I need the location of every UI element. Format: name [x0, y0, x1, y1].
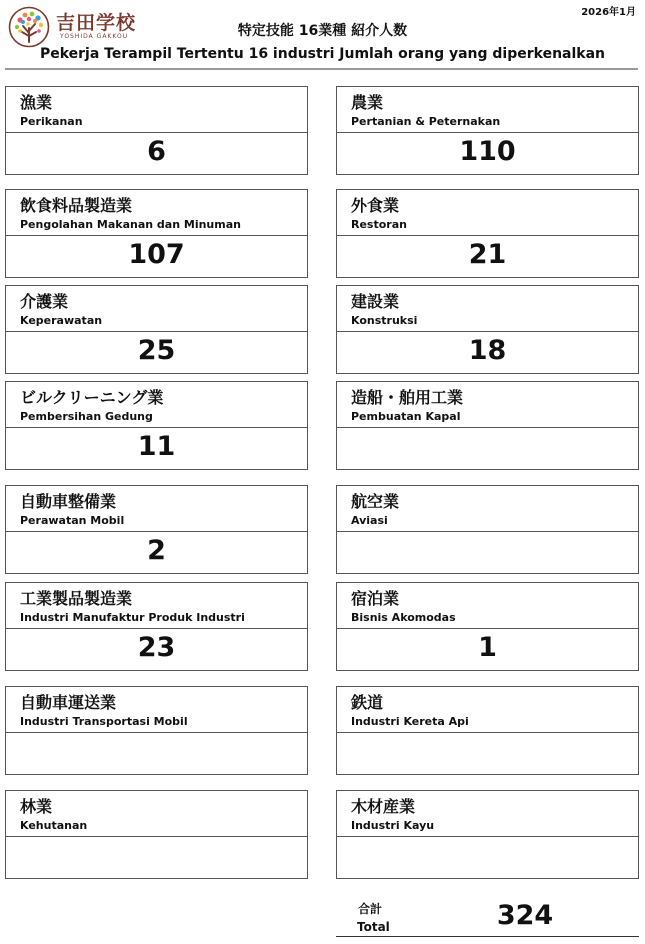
industry-card	[336, 686, 639, 776]
total-value: 324	[496, 900, 554, 931]
industry-name-jp: 建設業	[351, 292, 400, 311]
industry-name-id: Pertanian & Peternakan	[351, 115, 501, 128]
industry-name-jp: 漁業	[20, 93, 53, 112]
date-label: 2026年1月	[581, 7, 636, 18]
industry-count-cell	[336, 530, 639, 574]
industry-card	[5, 285, 308, 375]
industry-card	[5, 485, 308, 575]
industry-count: 107	[128, 239, 185, 270]
industry-count-cell	[336, 731, 639, 775]
industry-header	[5, 686, 308, 733]
header-divider	[5, 68, 638, 70]
industry-header	[5, 381, 308, 428]
logo-text: 吉田学校	[56, 12, 137, 34]
industry-header	[336, 790, 639, 837]
industry-count-cell	[336, 330, 639, 374]
industry-name-jp: 介護業	[20, 292, 69, 311]
industry-header	[336, 485, 639, 532]
industry-count-cell	[336, 835, 639, 879]
industry-name-id: Industri Kayu	[351, 819, 435, 832]
industry-name-jp: ビルクリーニング業	[20, 388, 164, 407]
industry-header	[336, 285, 639, 332]
industry-card	[5, 189, 308, 279]
industry-name-jp: 航空業	[351, 492, 400, 511]
industry-count-cell	[5, 330, 308, 374]
industry-name-id: Pengolahan Makanan dan Minuman	[20, 218, 241, 231]
industry-card	[336, 582, 639, 672]
industry-card	[336, 285, 639, 375]
industry-name-id: Keperawatan	[20, 314, 103, 327]
industry-header	[336, 189, 639, 236]
industry-count-cell	[336, 426, 639, 470]
industry-name-jp: 飲食料品製造業	[20, 196, 133, 215]
industry-header	[336, 686, 639, 733]
industry-count-cell	[336, 234, 639, 278]
industry-name-jp: 外食業	[351, 196, 400, 215]
total-label-jp: 合計	[358, 902, 383, 916]
industry-count: 25	[137, 335, 176, 366]
industry-name-jp: 林業	[20, 797, 53, 816]
industry-name-id: Restoran	[351, 218, 407, 231]
industry-name-jp: 農業	[351, 93, 384, 112]
industry-name-id: Perawatan Mobil	[20, 514, 125, 527]
industry-count: 23	[137, 632, 176, 663]
industry-card	[336, 485, 639, 575]
industry-count: 1	[478, 632, 497, 663]
industry-card	[336, 86, 639, 176]
industry-name-jp: 自動車整備業	[20, 492, 117, 511]
industry-name-id: Konstruksi	[351, 314, 418, 327]
industry-name-id: Industri Transportasi Mobil	[20, 715, 188, 728]
industry-header	[5, 189, 308, 236]
industry-name-id: Aviasi	[351, 514, 388, 527]
industry-name-jp: 工業製品製造業	[20, 589, 133, 608]
industry-name-id: Bisnis Akomodas	[351, 611, 456, 624]
industry-header	[5, 485, 308, 532]
page-title-id: Pekerja Terampil Tertentu 16 industri Jumlah orang yang diperkenalkan	[39, 46, 606, 62]
industry-name-id: Industri Manufaktur Produk Industri	[20, 611, 245, 624]
industry-card	[5, 582, 308, 672]
industry-count: 6	[147, 136, 166, 167]
industry-name-id: Industri Kereta Api	[351, 715, 469, 728]
industry-card	[5, 381, 308, 471]
industry-name-jp: 宿泊業	[351, 589, 400, 608]
industry-card	[336, 790, 639, 880]
industry-name-jp: 鉄道	[351, 693, 384, 712]
industry-header	[5, 790, 308, 837]
industry-header	[336, 582, 639, 629]
industry-name-jp: 造船・舶用工業	[351, 388, 464, 407]
industry-count-cell	[5, 234, 308, 278]
logo-subtext: YOSHIDA GAKKOU	[60, 33, 129, 40]
industry-card	[336, 381, 639, 471]
industry-card	[5, 790, 308, 880]
industry-count: 11	[137, 431, 176, 462]
industry-card	[5, 86, 308, 176]
industry-card	[336, 189, 639, 279]
industry-count-cell	[336, 627, 639, 671]
industry-card	[5, 686, 308, 776]
industry-count-cell	[336, 131, 639, 175]
industry-header	[336, 381, 639, 428]
industry-count: 21	[468, 239, 507, 270]
industry-count-cell	[5, 835, 308, 879]
industry-count-cell	[5, 426, 308, 470]
industry-count-cell	[5, 627, 308, 671]
industry-name-jp: 自動車運送業	[20, 693, 117, 712]
industry-name-id: Pembersihan Gedung	[20, 410, 153, 423]
industry-count-cell	[5, 731, 308, 775]
industry-name-id: Pembuatan Kapal	[351, 410, 461, 423]
total-label-en: Total	[357, 920, 390, 934]
industry-count: 18	[468, 335, 507, 366]
industry-header	[5, 86, 308, 133]
industry-header	[336, 86, 639, 133]
industry-name-jp: 木材産業	[351, 797, 416, 816]
industry-header	[5, 582, 308, 629]
industry-header	[5, 285, 308, 332]
industry-count: 2	[147, 535, 166, 566]
total-underline	[336, 936, 639, 937]
industry-count: 110	[459, 136, 516, 167]
industry-count-cell	[5, 530, 308, 574]
industry-name-id: Kehutanan	[20, 819, 88, 832]
page-title-jp: 特定技能 16業種 紹介人数	[237, 23, 408, 39]
industry-count-cell	[5, 131, 308, 175]
industry-name-id: Perikanan	[20, 115, 83, 128]
